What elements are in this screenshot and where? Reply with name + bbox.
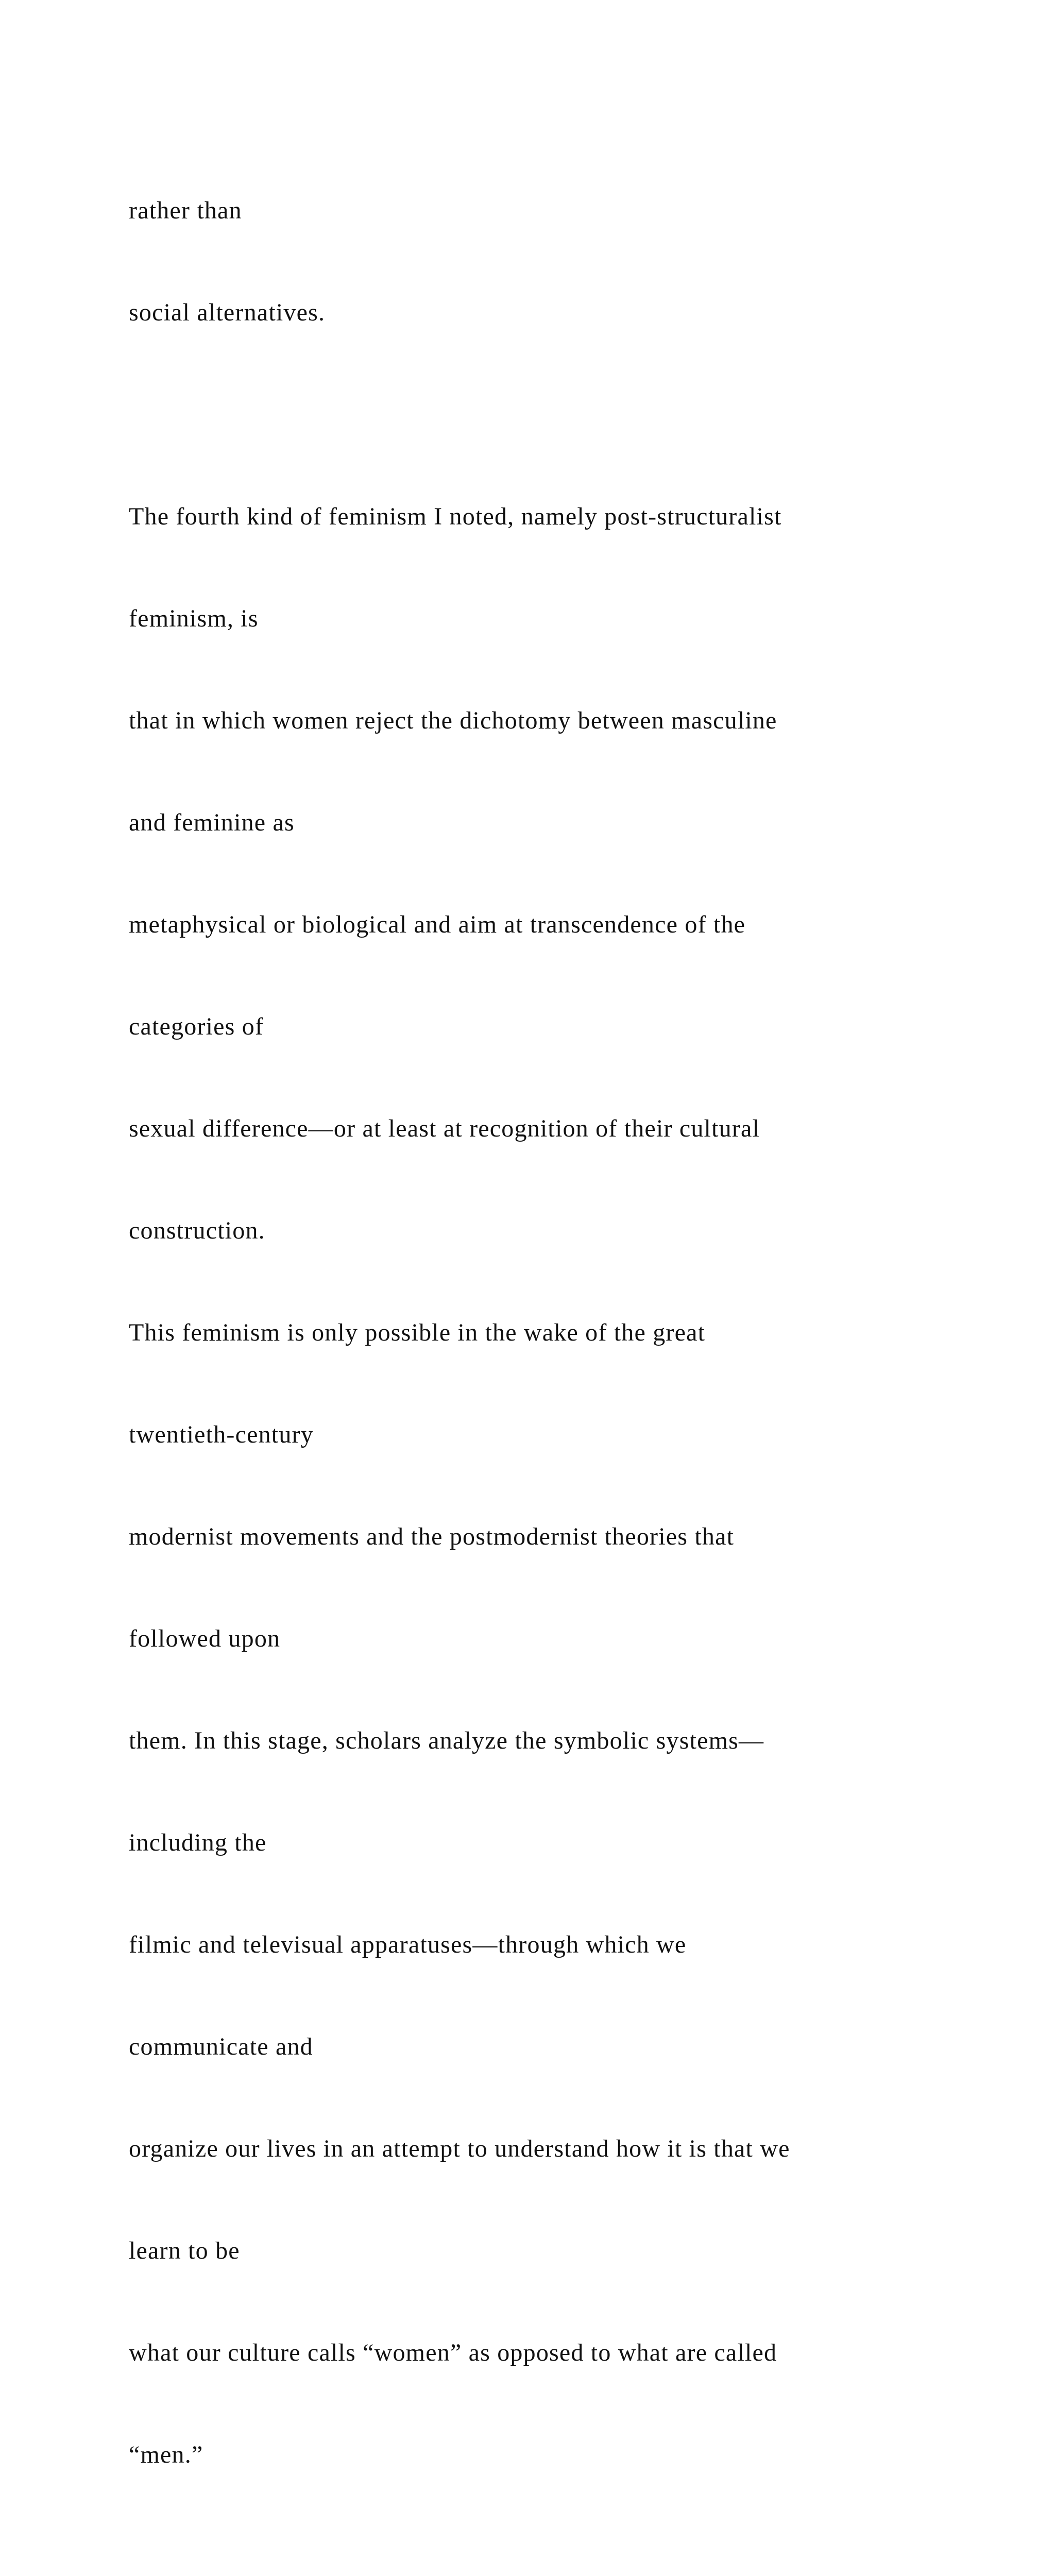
text-line: modernist movements and the postmodernist theories that	[129, 1523, 735, 1550]
text-line: sexual difference—or at least at recognition of their cultural	[129, 1115, 760, 1142]
text-line: metaphysical or biological and aim at transcendence of the	[129, 911, 746, 938]
text-line: organize our lives in an attempt to understand how it is that we	[129, 2135, 790, 2162]
text-line: and feminine as	[129, 809, 295, 836]
text-line: The fourth kind of feminism I noted, namely post-structuralist	[129, 503, 782, 530]
text-line: communicate and	[129, 2033, 313, 2060]
text-line: including the	[129, 1829, 267, 1856]
paragraph-break	[129, 398, 974, 432]
text-line: rather than	[129, 197, 242, 224]
text-line: what our culture calls “women” as opposed to what are called	[129, 2339, 777, 2366]
text-line: This feminism is only possible in the wake of the great	[129, 1319, 706, 1346]
text-line: them. In this stage, scholars analyze the symbolic systems—	[129, 1727, 764, 1754]
text-line: filmic and televisual apparatuses—through which we	[129, 1931, 687, 1958]
text-line: that in which women reject the dichotomy between masculine	[129, 707, 777, 734]
text-line: social alternatives.	[129, 299, 326, 326]
text-line: feminism, is	[129, 605, 259, 632]
paragraph-break	[129, 2540, 974, 2574]
text-line: categories of	[129, 1013, 264, 1040]
text-line: followed upon	[129, 1625, 281, 1652]
text-line: construction.	[129, 1217, 265, 1244]
text-line: “men.”	[129, 2441, 203, 2468]
text-line: twentieth-century	[129, 1421, 314, 1448]
text-line: learn to be	[129, 2237, 240, 2264]
body-text	[129, 126, 974, 2576]
